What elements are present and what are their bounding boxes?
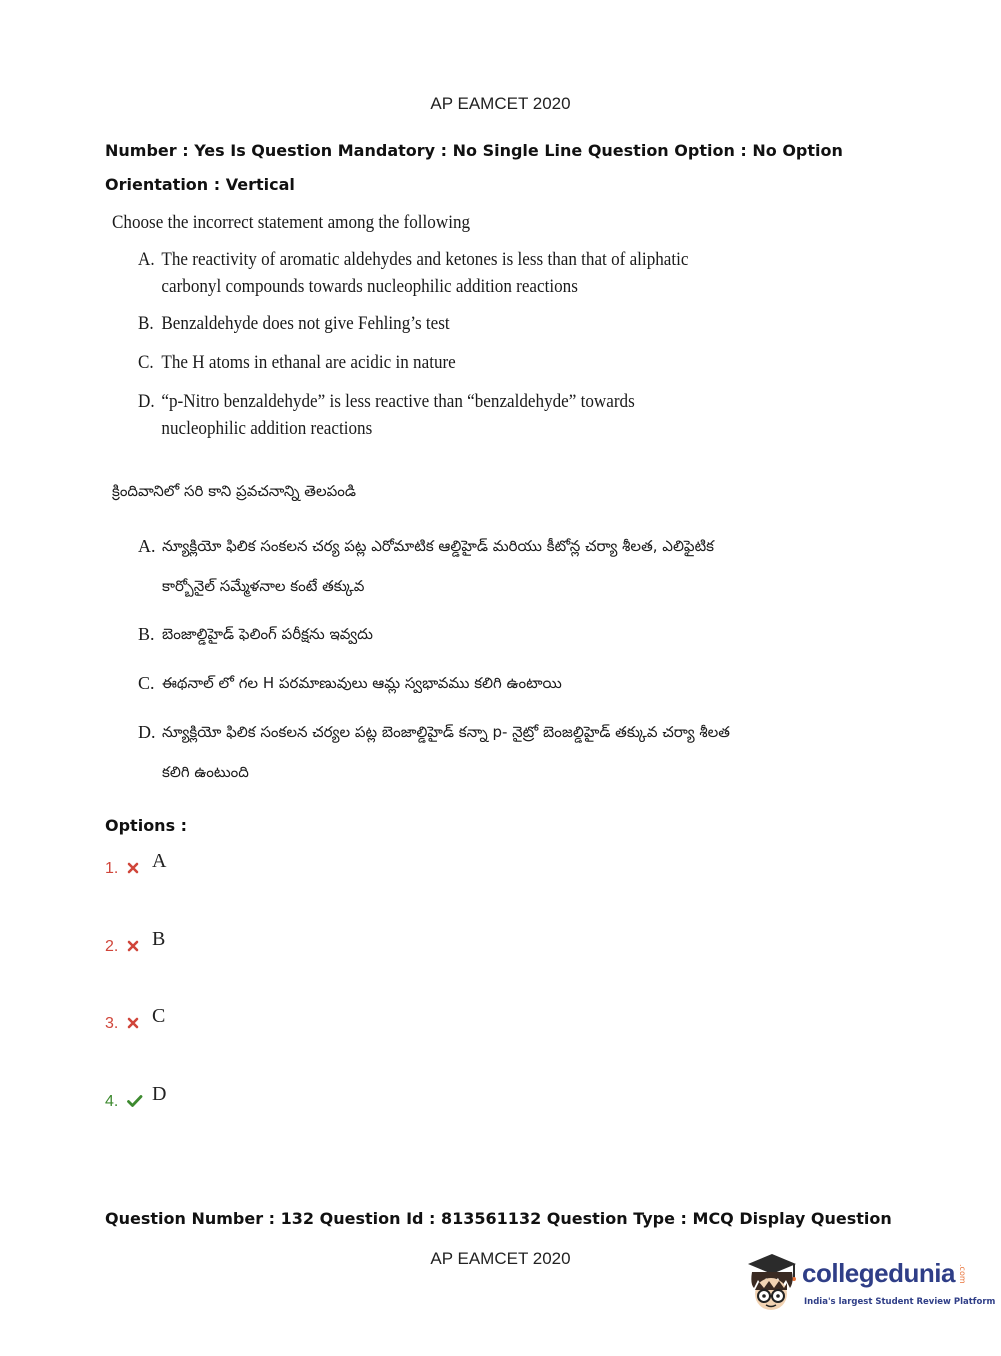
answer-number: 4.: [105, 1093, 119, 1110]
collegedunia-logo: [742, 1250, 996, 1320]
option-letter: D.: [138, 722, 156, 742]
option-text: న్యూక్లియో ఫిలిక సంకలన చర్యల పట్ల బెంజాల్డిహైడ్ కన్నా p- నైట్రో బెంజల్డిహైడ్ తక్కువ చర్యా శీలత కలిగి ఉంటుంది: [162, 723, 730, 781]
answer-choice: C: [152, 1005, 166, 1027]
logo-tagline: India's largest Student Review Platform: [804, 1297, 996, 1307]
option-letter: B.: [138, 624, 155, 644]
cross-icon: [126, 861, 140, 875]
telugu-option-b: [138, 614, 758, 654]
english-option-c: [138, 349, 696, 376]
cross-icon: [126, 1016, 140, 1030]
answer-number: 1.: [105, 860, 119, 877]
option-letter: A.: [138, 536, 156, 556]
check-icon: [126, 1094, 143, 1108]
page-footer-title: AP EAMCET 2020: [430, 1249, 571, 1268]
option-letter: A.: [138, 249, 155, 270]
option-letter: B.: [138, 313, 154, 334]
answer-choice: D: [152, 1083, 167, 1105]
footer-question-meta: Question Number : 132 Question Id : 813561132 Question Type : MCQ Display Question: [105, 1209, 892, 1228]
question-orientation: Orientation : Vertical: [105, 175, 295, 194]
logo-domain-suffix: .com: [958, 1264, 967, 1284]
question-meta-line: Number : Yes Is Question Mandatory : No Single Line Question Option : No Option: [105, 141, 843, 160]
answer-number: 2.: [105, 938, 119, 955]
answer-choice: B: [152, 928, 166, 950]
telugu-option-c: [138, 663, 758, 703]
options-heading: Options :: [105, 816, 188, 835]
english-option-d: [138, 388, 696, 442]
option-text: The H atoms in ethanal are acidic in nature: [161, 352, 456, 373]
telugu-option-d: [138, 712, 758, 792]
option-letter: D.: [138, 391, 155, 412]
option-letter: C.: [138, 352, 154, 373]
option-text: న్యూక్లియో ఫిలిక సంకలన చర్య పట్ల ఎరోమాటిక ఆల్డిహైడ్ మరియు కీటోన్ల చర్యా శీలత, ఎలిఫైటిక కార్బోనైల్ సమ్మేళనాల కంటే తక్కువ: [162, 537, 715, 595]
student-mascot-icon: [742, 1250, 800, 1316]
logo-wordmark: collegedunia: [802, 1258, 955, 1288]
option-text: ఈథనాల్ లో గల H పరమాణువులు ఆమ్ల స్వభావము కలిగి ఉంటాయి: [162, 674, 562, 692]
cross-icon: [126, 939, 140, 953]
answer-number: 3.: [105, 1015, 119, 1032]
question-prompt-english: Choose the incorrect statement among the following: [112, 212, 471, 233]
page-header-title: AP EAMCET 2020: [430, 94, 571, 113]
option-text: The reactivity of aromatic aldehydes and ketones is less than that of aliphatic carbonyl compounds towards nucleophilic addition reactions: [161, 249, 689, 297]
option-letter: C.: [138, 673, 155, 693]
question-prompt-telugu: క్రిందివానిలో సరి కాని ప్రవచనాన్ని తెలపండి: [112, 482, 356, 500]
english-option-a: [138, 246, 696, 300]
option-text: Benzaldehyde does not give Fehling’s test: [161, 313, 450, 334]
answer-choice: A: [152, 850, 167, 872]
option-text: “p-Nitro benzaldehyde” is less reactive than “benzaldehyde” towards nucleophilic addition reactions: [161, 391, 635, 439]
telugu-option-a: [138, 526, 758, 606]
english-option-b: [138, 310, 696, 337]
option-text: బెంజాల్డిహైడ్ ఫెలింగ్ పరీక్షను ఇవ్వదు: [162, 625, 373, 643]
